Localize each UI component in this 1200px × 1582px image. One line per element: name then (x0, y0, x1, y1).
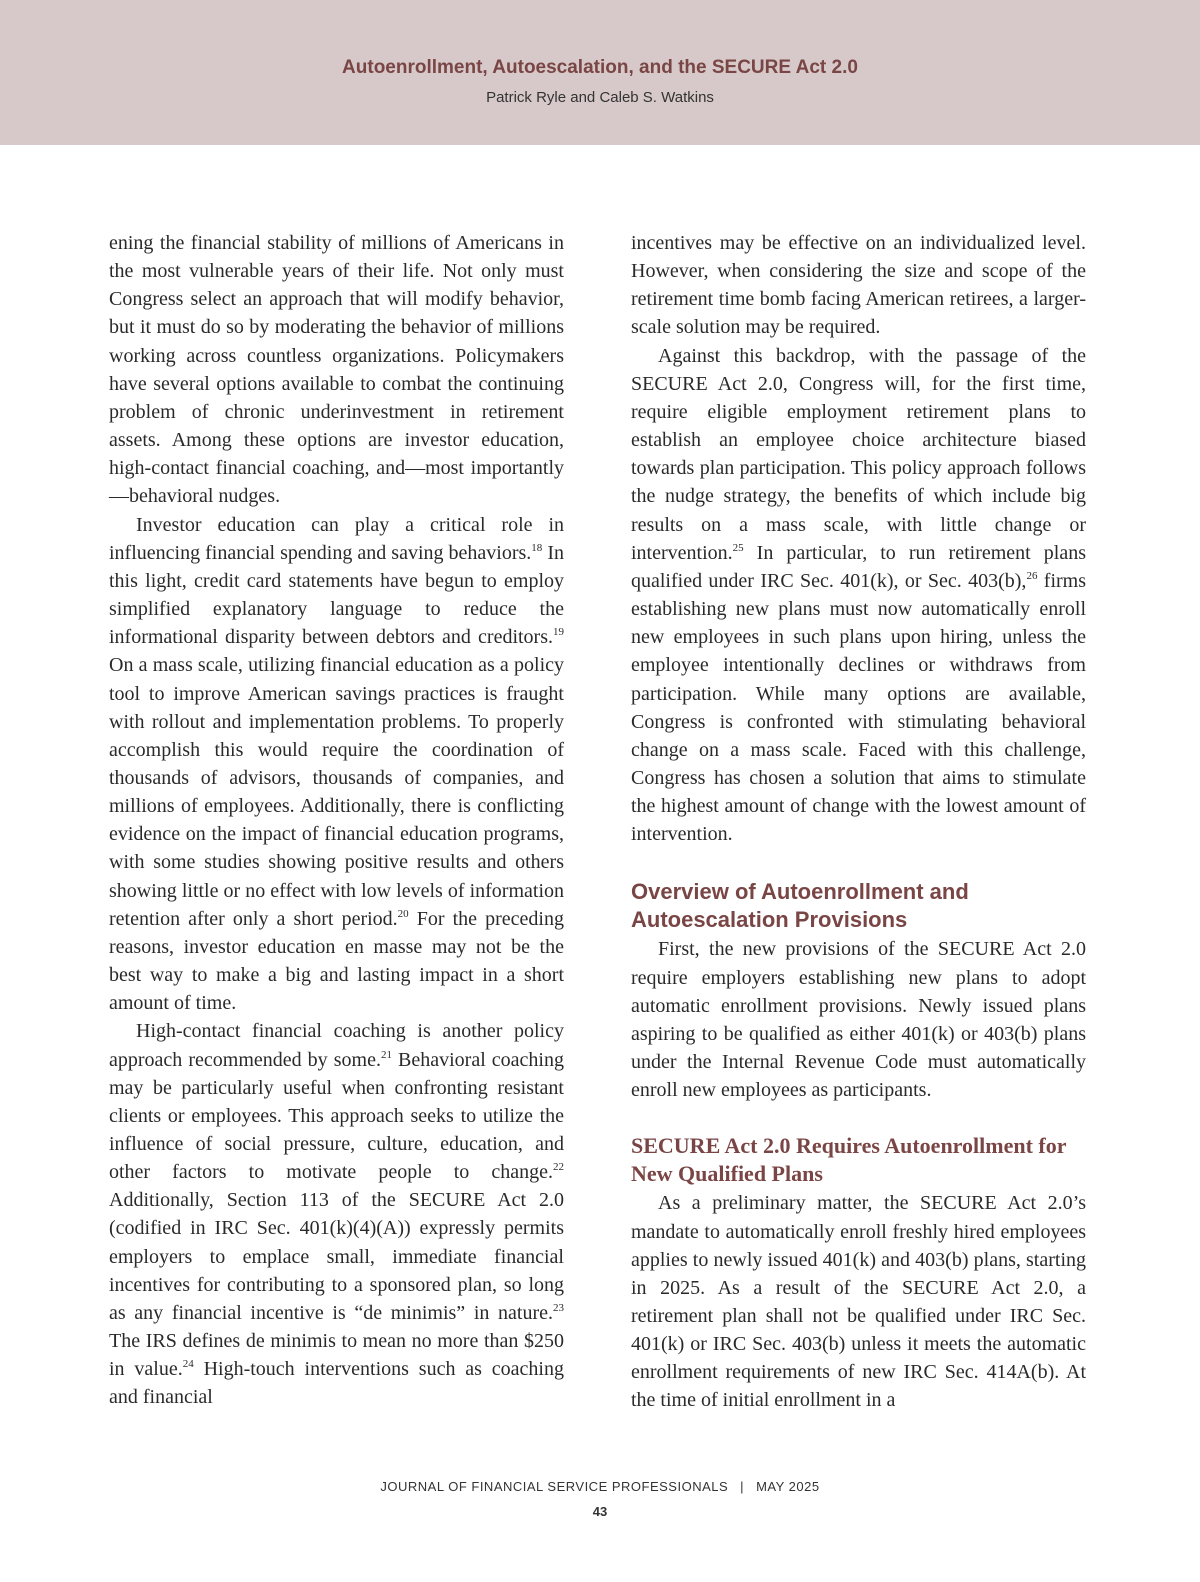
paragraph: As a preliminary matter, the SECURE Act 2.0’s mandate to automatically enroll freshly hired employees applies to newly issued 401(k) and 403(b) plans, starting in 2025. As a result of the SECURE Act 2.0, a retirement plan shall not be qualified under IRC Sec. 401(k) or IRC Sec. 403(b) unless it meets the automatic enrollment requirements of new IRC Sec. 414A(b). At the time of initial enrollment in a (631, 1192, 1086, 1412)
subsection-heading: SECURE Act 2.0 Requires Autoenrollment for New Qualified Plans (631, 1133, 1067, 1187)
left-column (109, 229, 564, 1412)
paragraph: High-contact financial coaching is another policy approach recommended by some.$^{21}$ Behavioral coaching may be particularly useful when confronting resistant clients or employees. This approach seeks to utilize the influence of social pressure, culture, education, and other factors to motivate people to change.$^{22}$ Additionally, Section 113 of the SECURE Act 2.0 (codified in IRC Sec. 401(k)(4)(A)) expressly permits employers to emplace small, immediate financial incentives for contributing to a sponsored plan, so long as any financial incentive is “de minimis” in nature.$^{23}$ The IRS defines de minimis to mean no more than $250 in value.$^{24}$ High-touch interventions such as coaching and financial (109, 1020, 564, 1409)
running-header (0, 0, 1200, 145)
paragraph: ening the financial stability of millions of Americans in the most vulnerable years of their life. Not only must Congress select an approach that will modify behavior, but it must do so by moderating the behavior of millions working across countless organizations. Policymakers have several options available to combat the continuing problem of chronic underinvestment in retirement assets. Among these options are investor education, high-contact financial coaching, and—most importantly—behavioral nudges. (109, 232, 564, 508)
journal-name: JOURNAL OF FINANCIAL SERVICE PROFESSIONALS (380, 1479, 729, 1494)
footnote-ref[interactable]: 26 (1026, 569, 1038, 582)
footnote-ref[interactable]: 20 (397, 907, 409, 920)
issue-date: MAY 2025 (756, 1479, 820, 1494)
section-heading: Overview of Autoenrollment and Autoescalation Provisions (631, 879, 969, 933)
paragraph: First, the new provisions of the SECURE Act 2.0 require employers establishing new plans to adopt automatic enrollment provisions. Newly issued plans aspiring to be qualified as either 401(k) or 403(b) plans under the Internal Revenue Code must automatically enroll new employees as participants. (631, 938, 1086, 1102)
page-number: 43 (592, 1504, 608, 1519)
running-footer (0, 1479, 1200, 1494)
footer-separator: | (740, 1479, 745, 1494)
footnote-ref[interactable]: 25 (732, 541, 744, 554)
footnote-ref[interactable]: 22 (553, 1161, 564, 1174)
right-column (631, 229, 1086, 1415)
footnote-ref[interactable]: 23 (553, 1301, 564, 1314)
paragraph: Investor education can play a critical role in influencing financial spending and saving behaviors.$^{18}$ In this light, credit card statements have begun to employ simplified explanatory language to reduce the informational disparity between debtors and creditors.$^{19}$ On a mass scale, utilizing financial education as a policy tool to improve American savings practices is fraught with rollout and implementation problems. To properly accomplish this would require the coordination of thousands of advisors, thousands of companies, and millions of employees. Additionally, there is conflicting evidence on the impact of financial education programs, with some studies showing positive results and others showing little or no effect with low levels of information retention after only a short period.$^{20}$ For the preceding reasons, investor education en masse may not be the best way to make a big and lasting impact in a short amount of time. (109, 513, 564, 1015)
paragraph: Against this backdrop, with the passage of the SECURE Act 2.0, Congress will, for the first time, require eligible employment retirement plans to establish an employee choice architecture biased towards plan participation. This policy approach follows the nudge strategy, the benefits of which include big results on a mass scale, with little change or intervention.$^{25}$ In particular, to run retirement plans qualified under IRC Sec. 401(k), or Sec. 403(b),$^{26}$ firms establishing new plans must now automatically enroll new employees in such plans upon hiring, unless the employee intentionally declines or withdraws from participation. While many options are available, Congress is confronted with stimulating behavioral change on a mass scale. Faced with this challenge, Congress has chosen a solution that aims to stimulate the highest amount of change with the lowest amount of intervention. (631, 344, 1086, 846)
article-authors: Patrick Ryle and Caleb S. Watkins (486, 89, 714, 106)
footnote-ref[interactable]: 21 (380, 1048, 392, 1061)
footnote-ref[interactable]: 24 (182, 1358, 194, 1371)
paragraph: incentives may be effective on an individualized level. However, when considering the size and scope of the retirement time bomb facing American retirees, a larger-scale solution may be required. (631, 232, 1086, 339)
footnote-ref[interactable]: 19 (553, 626, 564, 639)
footnote-ref[interactable]: 18 (531, 541, 543, 554)
article-title: Autoenrollment, Autoescalation, and the SECURE Act 2.0 (342, 57, 858, 78)
